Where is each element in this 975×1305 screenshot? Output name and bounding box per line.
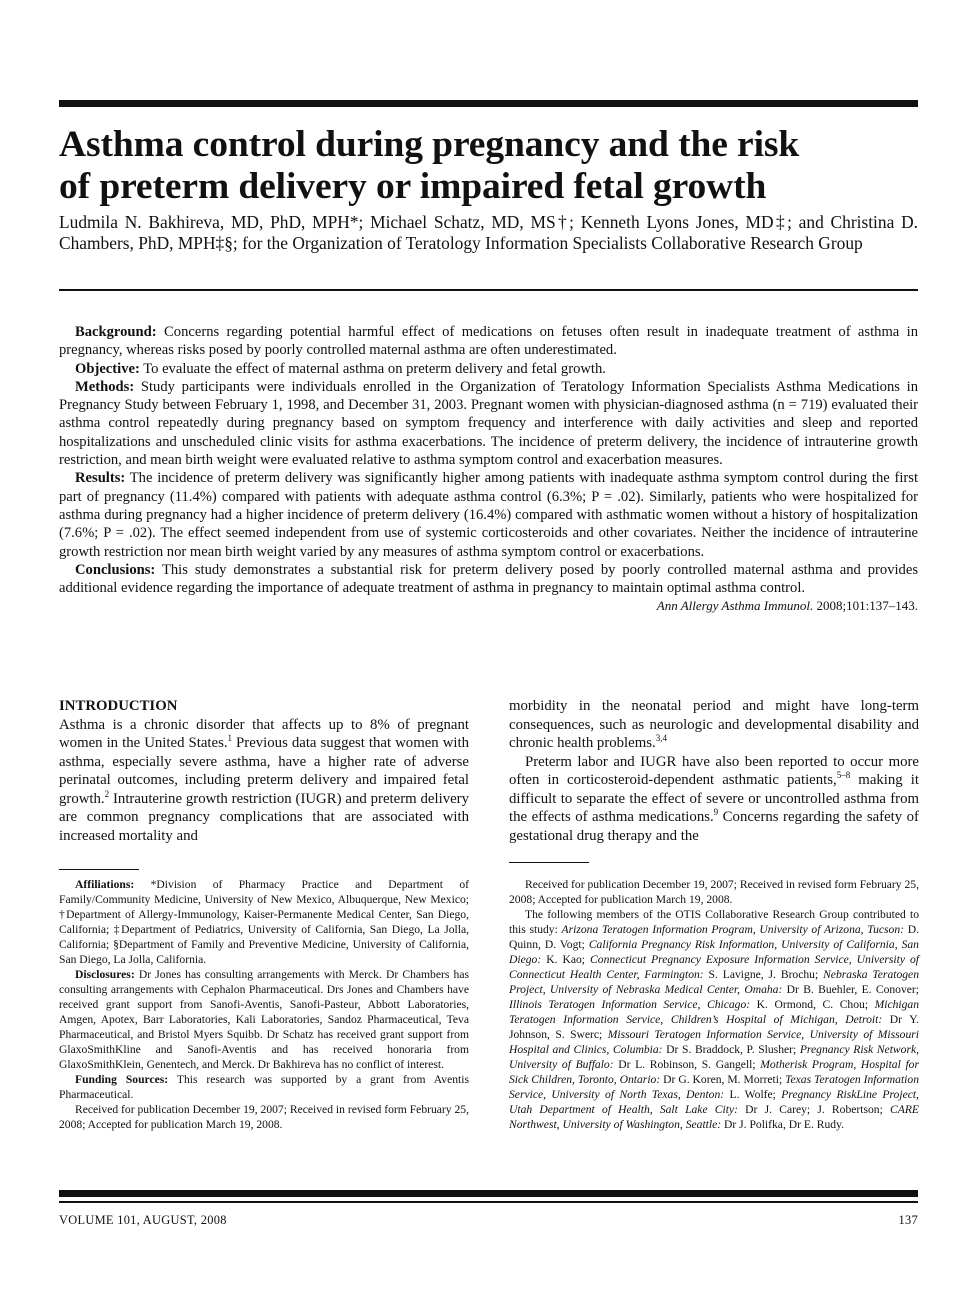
- footnote-divider-left: [59, 869, 139, 870]
- affiliations-text: *Division of Pharmacy Practice and Department of Family/Community Medicine, University of New Mexico, Albuquerque, New Mexico; †Department of Allergy-Immunology, Kaiser-Permanente Medical Center, San Diego, California; ‡Department of Pediatrics, University of California, San Diego, La Jolla, California; §Department of Family and Preventive Medicine, University of California, San Diego, La Jolla, California.: [59, 878, 469, 966]
- results-label: Results:: [75, 470, 126, 487]
- abstract-results: [59, 469, 918, 560]
- contributors-intro: The following members of the OTIS Collaborative Research Group contributed to this study:: [509, 908, 919, 936]
- contributor-org: Pregnancy Risk Network, University of Buffalo:: [509, 1043, 920, 1071]
- contributor-names: Dr J. Polifka, Dr E. Rudy.: [721, 1118, 845, 1131]
- conclusions-label: Conclusions:: [75, 561, 156, 578]
- contributor-names: K. Ormond, C. Chou;: [750, 998, 875, 1011]
- contributor-names: D. Quinn, D. Vogt;: [509, 923, 919, 951]
- citation-journal: Ann Allergy Asthma Immunol.: [656, 598, 814, 614]
- footnotes-left: [59, 877, 469, 1132]
- citation-ref: 2008;101:137–143.: [816, 598, 918, 614]
- intro-left-column: [59, 697, 469, 845]
- intro-right-column: [509, 697, 919, 845]
- contributor-org: Motherisk Program, Hospital for Sick Children, Toronto, Ontario:: [509, 1058, 919, 1086]
- footer-rule-thin: [59, 1201, 918, 1203]
- disclosures-label: Disclosures:: [75, 968, 135, 981]
- footer-page-number: 137: [898, 1213, 918, 1227]
- affiliations-label: Affiliations:: [75, 878, 135, 891]
- reference-2: 2: [104, 788, 110, 799]
- contributor-org: Michigan Teratogen Information Service, Children’s Hospital of Michigan, Detroit:: [509, 998, 920, 1026]
- funding-note: [59, 1072, 469, 1102]
- intro-paragraph-2: [509, 753, 919, 846]
- abstract-background: [59, 323, 918, 360]
- contributor-names: Dr J. Carey; J. Robertson;: [737, 1103, 891, 1116]
- received-note-right: Received for publication December 19, 2007; Received in revised form February 25, 2008; Accepted for publication March 19, 2008.: [509, 878, 919, 906]
- contributor-org: Nebraska Teratogen Project, University of Nebraska Medical Center, Omaha:: [509, 968, 919, 996]
- footer-rule-thick: [59, 1190, 918, 1197]
- contributor-org: California Pregnancy Risk Information, University of California, San Diego:: [509, 938, 919, 966]
- conclusions-text: This study demonstrates a substantial risk for preterm delivery posed by poorly controlled maternal asthma and provides additional evidence regarding the importance of adequate treatment of asthma in pregnancy to maintain optimal asthma control.: [59, 561, 918, 597]
- methods-text: Study participants were individuals enrolled in the Organization of Teratology Information Specialists Asthma Medications in Pregnancy Study between February 1, 1998, and December 31, 2003. Pregnant women with physician-diagnosed asthma (n = 719) evaluated their asthma control repeatedly during pregnancy based on symptom frequency and interference with daily activities and sleep and reported hospitalizations and unscheduled clinic visits for asthma exacerbations. The incidence of preterm delivery, the incidence of intrauterine growth restriction, and mean birth weight were evaluated relative to asthma symptom control and exacerbation measures.: [59, 378, 918, 469]
- footnote-divider-right: [509, 862, 589, 863]
- contributor-org: Illinois Teratogen Information Service, Chicago:: [509, 998, 751, 1011]
- footnotes-right: [509, 877, 919, 1132]
- contributor-org: CARE Northwest, University of Washington, Seattle:: [509, 1103, 919, 1131]
- contributor-names: L. Wolfe;: [724, 1088, 782, 1101]
- funding-text: This research was supported by a grant from Aventis Pharmaceutical.: [59, 1073, 469, 1101]
- journal-citation: [59, 597, 918, 615]
- top-rule: [59, 100, 918, 107]
- intro-text: Previous data suggest that women with asthma, especially severe asthma, have a higher rate of adverse perinatal outcomes, including preterm delivery and impaired fetal growth.: [59, 735, 469, 807]
- objective-label: Objective:: [75, 360, 140, 377]
- contributor-org: Pregnancy RiskLine Project, Utah Department of Health, Salt Lake City:: [509, 1088, 919, 1116]
- abstract-conclusions: [59, 561, 918, 598]
- reference-3-4: 3,4: [655, 733, 667, 744]
- contributor-names: S. Lavigne, J. Brochu;: [703, 968, 824, 981]
- contributor-org: Texas Teratogen Information Service, University of North Texas, Denton:: [509, 1073, 919, 1101]
- contributor-names: Dr L. Robinson, S. Gangell;: [613, 1058, 761, 1071]
- abstract: [59, 323, 918, 615]
- background-label: Background:: [75, 324, 157, 340]
- article-title: [59, 124, 929, 208]
- intro-paragraph-1-continued: [509, 697, 919, 753]
- abstract-objective: [59, 360, 918, 378]
- disclosures-note: [59, 967, 469, 1072]
- objective-text: To evaluate the effect of maternal asthma on preterm delivery and fetal growth.: [143, 360, 606, 377]
- intro-text: Concerns regarding the safety of gestational drug therapy and the: [509, 809, 919, 844]
- intro-text: making it difficult to separate the effect of severe or uncontrolled asthma from the effects of asthma medications.: [509, 772, 919, 825]
- section-heading-introduction: INTRODUCTION: [59, 698, 178, 714]
- contributor-org: Connecticut Pregnancy Exposure Information Service, University of Connecticut Health Center, Farmington:: [509, 953, 919, 981]
- contributor-names: Dr B. Buehler, E. Conover;: [782, 983, 920, 996]
- funding-label: Funding Sources:: [75, 1073, 169, 1086]
- reference-5-8: 5–8: [836, 770, 851, 781]
- reference-9: 9: [713, 807, 719, 818]
- background-text: Concerns regarding potential harmful effect of medications on fetuses often result in inadequate treatment of asthma in pregnancy, whereas risks posed by poorly controlled maternal asthma are often underestimated.: [59, 324, 919, 359]
- contributor-names: Dr S. Braddock, P. Slusher;: [662, 1043, 800, 1056]
- footer-volume: VOLUME 101, AUGUST, 2008: [59, 1213, 227, 1227]
- affiliations-note: [59, 877, 469, 967]
- contributor-names: Dr Y. Johnson, S. Swerc;: [509, 1013, 919, 1041]
- intro-text: Preterm labor and IUGR have also been reported to occur more often in corticosteroid-dependent asthmatic patients,: [509, 753, 919, 788]
- header-divider: [59, 289, 918, 291]
- intro-text: Intrauterine growth restriction (IUGR) and preterm delivery are common pregnancy complications that are associated with increased mortality and: [59, 790, 469, 844]
- intro-paragraph-1: [59, 716, 469, 846]
- reference-1: 1: [227, 733, 233, 744]
- disclosures-text: Dr Jones has consulting arrangements with Merck. Dr Chambers has consulting arrangements with Cephalon Pharmaceutical. Drs Jones and Chambers have received grant support from Sanofi-Aventis, Sanofi-Pasteur, Abbott Laboratories, Amgen, Apotex, Barr Laboratories, Kali Laboratories, Sandoz Pharmaceutical, Teva Pharmaceutical, and Bristol Myers Squibb. Dr Schatz has received grant support from GlaxoSmithKline and Sanofi-Aventis and has received honoraria from GlaxoSmithKlein, Genentech, and Merck. Dr Bakhireva has no conflict of interest.: [59, 968, 469, 1071]
- title-line-1: Asthma control during pregnancy and the risk: [59, 124, 800, 165]
- received-note-left: Received for publication December 19, 2007; Received in revised form February 25, 2008; Accepted for publication March 19, 2008.: [59, 1103, 469, 1131]
- intro-text: morbidity in the neonatal period and might have long-term consequences, such as neurologic and developmental disability and chronic health problems.: [509, 698, 919, 751]
- contributor-names: K. Kao;: [541, 953, 591, 966]
- contributor-org: Arizona Teratogen Information Program, University of Arizona, Tucson:: [561, 923, 904, 936]
- abstract-methods: [59, 378, 918, 469]
- author-list: Ludmila N. Bakhireva, MD, PhD, MPH*; Michael Schatz, MD, MS†; Kenneth Lyons Jones, MD‡; and Christina D. Chambers, PhD, MPH‡§; for the Organization of Teratology Information Specialists Collaborative Research Group: [59, 212, 918, 253]
- contributor-org: Missouri Teratogen Information Service, University of Missouri Hospital and Clinics, Columbia:: [509, 1028, 919, 1056]
- contributors-note: [509, 907, 919, 1132]
- intro-text: Asthma is a chronic disorder that affects up to 8% of pregnant women in the United States.: [59, 716, 469, 751]
- results-text: The incidence of preterm delivery was significantly higher among patients with inadequate asthma symptom control during the first part of pregnancy (11.4%) compared with patients with adequate asthma control (6.3%; P = .02). Similarly, patients who were hospitalized for asthma during pregnancy had a higher incidence of preterm delivery (16.4%) compared with asthmatic women without a history of hospitalization (7.6%; P = .02). The effect seemed independent from use of systemic corticosteroids and other covariates. Neither the incidence of intrauterine growth restriction nor mean birth weight varied by any measures of asthma symptom control or exacerbations.: [59, 470, 918, 560]
- methods-label: Methods:: [75, 378, 135, 395]
- title-line-2: of preterm delivery or impaired fetal growth: [59, 166, 767, 207]
- contributor-names: Dr G. Koren, M. Morreti;: [660, 1073, 786, 1086]
